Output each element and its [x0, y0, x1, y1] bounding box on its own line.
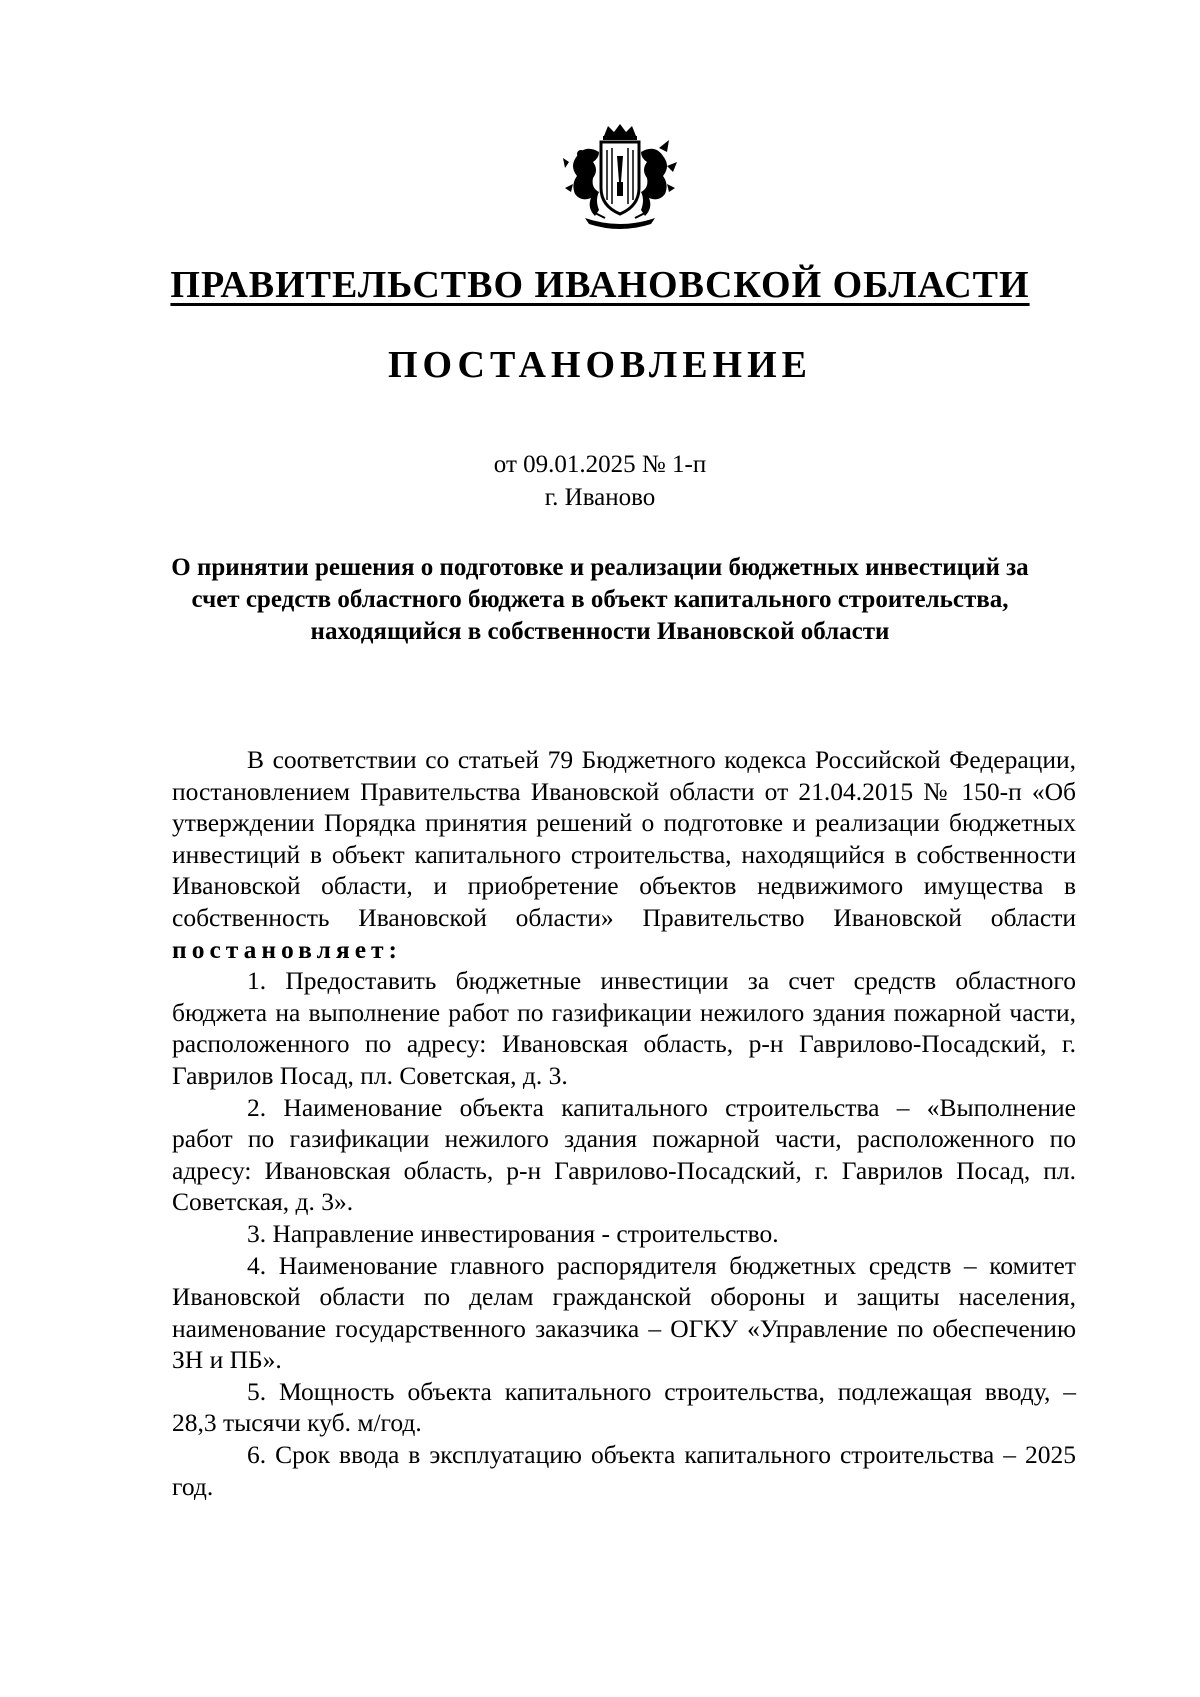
item-paragraph-6: 6. Срок ввода в эксплуатацию объекта капитального строительства – 2025 год.: [172, 1440, 1076, 1501]
document-type: ПОСТАНОВЛЕНИЕ: [387, 344, 813, 386]
preamble-text: В соответствии со статьей 79 Бюджетного кодекса Российской Федерации, постановлением Правительства Ивановской области от 21.04.2015 № 150-п «Об утверждении Порядка принятия решений о подготовке и реализации бюджетных инвестиций в объект капитального строительства, находящийся в собственности Ивановской области, и приобретение объектов недвижимого имущества в собственность Ивановской области» Правительство Ивановской области: [172, 745, 1076, 932]
preamble-paragraph: [172, 744, 1076, 965]
item-paragraph-4: 4. Наименование главного распорядителя бюджетных средств – комитет Ивановской области по делам гражданской обороны и защиты населения, наименование государственного заказчика – ОГКУ «Управление по обеспечению ЗН и ПБ».: [172, 1250, 1076, 1375]
document-date-number: от 09.01.2025 № 1-п: [493, 451, 707, 478]
item-paragraph-3: 3. Направление инвестирования - строительство.: [247, 1218, 779, 1248]
coat-of-arms-icon: [555, 122, 685, 230]
item-paragraph-5: 5. Мощность объекта капитального строительства, подлежащая вводу, – 28,3 тысячи куб. м/год.: [172, 1376, 1076, 1438]
document-city: г. Иваново: [544, 484, 656, 511]
government-title: [0, 262, 1200, 308]
resolves-keyword: постановляет:: [172, 934, 403, 964]
government-title-text: ПРАВИТЕЛЬСТВО ИВАНОВСКОЙ ОБЛАСТИ: [170, 264, 1030, 306]
document-body: [172, 744, 1076, 1502]
item-paragraph-1: 1. Предоставить бюджетные инвестиции за счет средств областного бюджета на выполнение работ по газификации нежилого здания пожарной части, расположенного по адресу: Ивановская область, р-н Гаврилово-Посадский, г. Гаврилов Посад, пл. Советская, д. 3.: [172, 966, 1076, 1090]
item-paragraph-2: 2. Наименование объекта капитального строительства – «Выполнение работ по газификации нежилого здания пожарной части, расположенного по адресу: Ивановская область, р-н Гаврилово-Посадский, г. Гаврилов Посад, пл. Советская, д. 3».: [172, 1092, 1076, 1217]
document-subject: О принятии решения о подготовке и реализации бюджетных инвестиций за счет средств областного бюджета в объект капитального строительства, находящийся в собственности Ивановской области: [171, 554, 1029, 645]
